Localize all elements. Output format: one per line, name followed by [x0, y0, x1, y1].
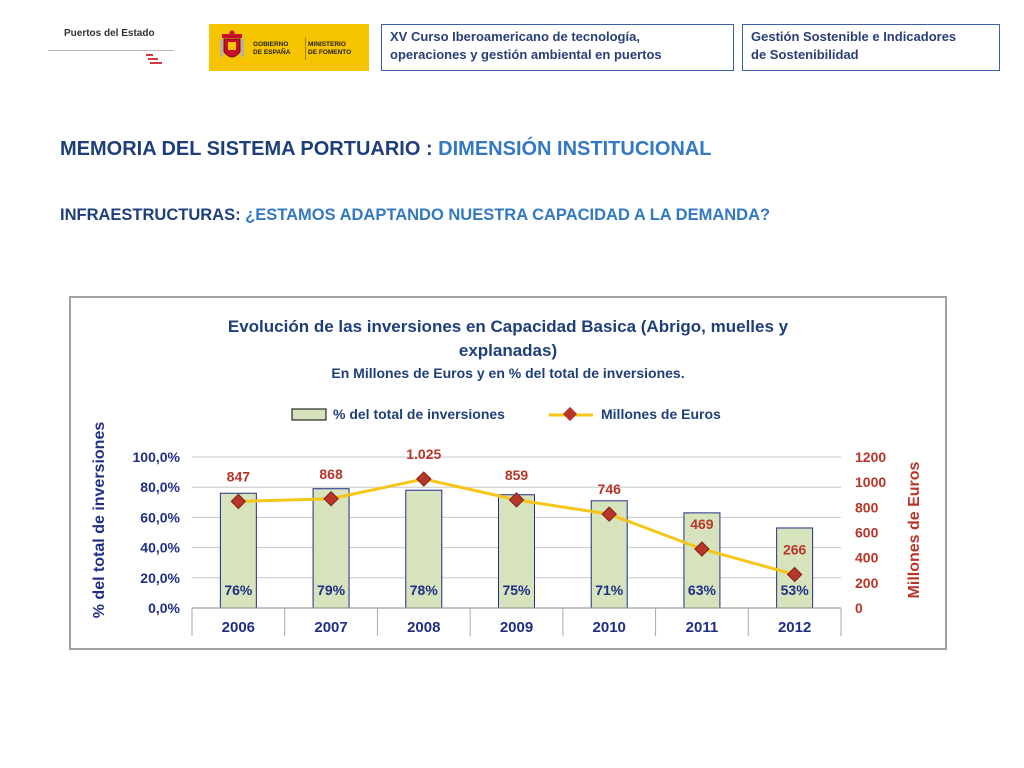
course-title-box	[381, 24, 734, 71]
bar-data-label: 79%	[317, 582, 346, 598]
legend-line-label: Millones de Euros	[601, 406, 721, 422]
legend-marker-swatch	[563, 407, 577, 421]
y-tick-label: 80,0%	[140, 479, 180, 496]
course-line-2: operaciones y gestión ambiental en puertos	[390, 47, 662, 62]
y2-tick-label: 600	[855, 524, 879, 541]
y2-tick-label: 1200	[855, 449, 887, 465]
bar-data-labels	[224, 582, 809, 598]
logo-separator	[305, 38, 306, 60]
chart-title-line-1: Evolución de las inversiones en Capacidad Basica (Abrigo, muelles y	[227, 317, 789, 336]
y2-tick-label: 1000	[855, 474, 887, 491]
gobierno-text: GOBIERNO DE ESPAÑA	[253, 41, 291, 56]
chart-title-line-2: explanadas)	[458, 341, 558, 360]
y-axis-label: % del total de inversiones	[91, 421, 108, 619]
y2-tick-label: 200	[855, 574, 879, 591]
x-tick-label: 2011	[685, 619, 719, 636]
page-title-part1: MEMORIA DEL SISTEMA PORTUARIO :	[60, 138, 439, 160]
bar-data-label: 53%	[780, 582, 809, 598]
legend-bar-label: % del total de inversiones	[333, 406, 505, 422]
y-tick-label: 0,0%	[148, 600, 180, 616]
bar-data-label: 75%	[502, 582, 531, 598]
page-title	[60, 138, 712, 161]
line-data-label: 859	[504, 466, 529, 483]
line-data-label: 266	[782, 541, 807, 558]
page-subtitle-part2: ¿ESTAMOS ADAPTANDO NUESTRA CAPACIDAD A LA DEMANDA?	[245, 206, 771, 224]
investment-chart	[71, 298, 945, 648]
line-data-label: 469	[690, 515, 714, 532]
line-marker	[417, 472, 431, 486]
x-tick-label: 2007	[314, 619, 348, 636]
line-data-label: 868	[319, 465, 343, 482]
coat-of-arms-icon	[219, 30, 245, 64]
y-tick-label: 100,0%	[132, 449, 180, 465]
bar-data-label: 63%	[687, 582, 716, 598]
puertos-del-estado-logo	[48, 28, 176, 70]
x-tick-label: 2010	[592, 619, 626, 636]
bar-data-label: 71%	[595, 582, 624, 598]
page-title-part2: DIMENSIÓN INSTITUCIONAL	[438, 138, 712, 160]
topic-line-2: de Sostenibilidad	[751, 47, 859, 62]
legend-bar-swatch	[292, 409, 326, 420]
y2-axis-ticks	[855, 449, 886, 616]
puertos-wave-icon	[144, 52, 166, 66]
y-tick-label: 40,0%	[140, 539, 180, 556]
y2-tick-label: 800	[855, 499, 879, 516]
x-tick-label: 2009	[499, 619, 534, 636]
y-tick-label: 60,0%	[140, 509, 180, 526]
course-line-1: XV Curso Iberoamericano de tecnología,	[390, 29, 640, 44]
logo-divider	[48, 50, 174, 51]
bar-data-label: 76%	[224, 582, 253, 598]
line-data-label: 847	[226, 468, 251, 485]
ministerio-text: MINISTERIO DE FOMENTO	[308, 41, 352, 56]
gobierno-ministerio-logo	[209, 24, 369, 71]
chart-legend	[292, 406, 721, 422]
page-subtitle	[60, 206, 770, 225]
bar-data-label: 78%	[409, 582, 438, 598]
y-axis-ticks	[133, 449, 181, 616]
y2-tick-label: 400	[855, 549, 879, 566]
topic-title-box	[742, 24, 1000, 71]
x-tick-label: 2012	[777, 619, 812, 636]
puertos-logo-text: Puertos del Estado	[64, 28, 155, 39]
y-tick-label: 20,0%	[140, 569, 180, 586]
line-data-label: 746	[597, 481, 621, 498]
line-data-label: 1.025	[406, 446, 442, 463]
x-axis-ticks	[192, 608, 841, 636]
x-tick-label: 2006	[221, 619, 256, 636]
page-subtitle-part1: INFRAESTRUCTURAS:	[60, 206, 246, 224]
y2-tick-label: 0	[855, 600, 863, 616]
x-tick-label: 2008	[407, 619, 441, 636]
chart-subtitle: En Millones de Euros y en % del total de inversiones.	[331, 365, 685, 381]
chart-frame	[69, 296, 947, 650]
topic-line-1: Gestión Sostenible e Indicadores	[751, 29, 957, 44]
y2-axis-label: Millones de Euros	[906, 461, 923, 599]
